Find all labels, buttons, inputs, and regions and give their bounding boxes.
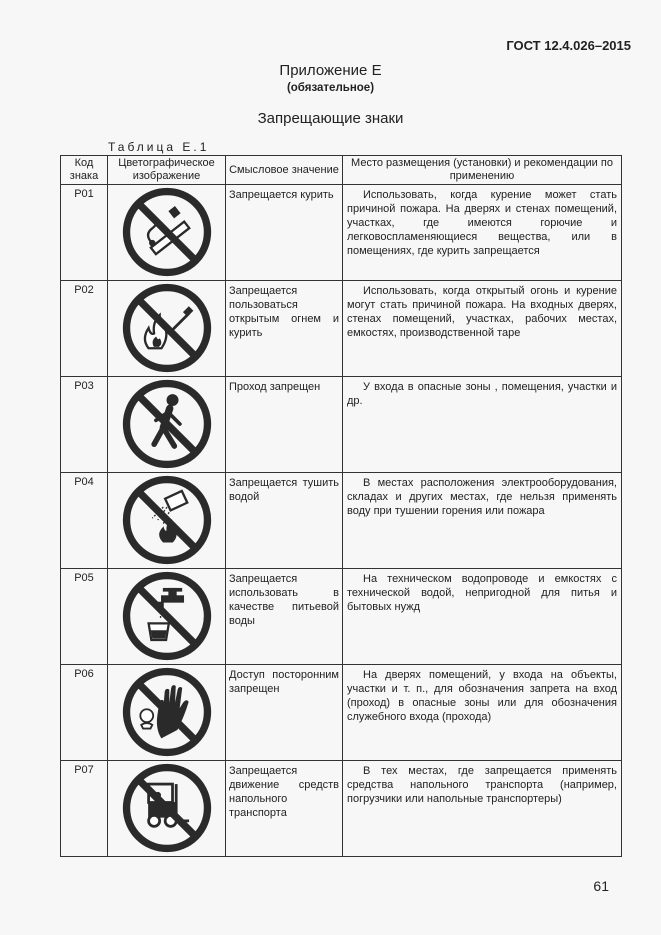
table-row bbox=[61, 281, 622, 377]
sign-placement: На техническом водопроводе и емкостях с технической водой, непригодной для питья и бытовых нужд bbox=[343, 569, 622, 665]
no-open-flame-icon bbox=[121, 282, 213, 374]
no-smoking-icon bbox=[121, 186, 213, 278]
appendix-subtitle: (обязательное) bbox=[286, 82, 375, 94]
no-forklift-icon bbox=[121, 762, 213, 854]
no-thoroughfare-icon bbox=[121, 378, 213, 470]
header-placement: Место размещения (установки) и рекомендации по применению bbox=[343, 156, 622, 185]
sign-code: P01 bbox=[61, 185, 108, 281]
no-unauthorized-access-icon bbox=[121, 666, 213, 758]
sign-meaning: Проход запрещен bbox=[226, 377, 343, 473]
table-row bbox=[61, 569, 622, 665]
sign-meaning: Запрещается тушить водой bbox=[226, 473, 343, 569]
standard-code: ГОСТ 12.4.026–2015 bbox=[506, 38, 631, 53]
sign-placement: Использовать, когда открытый огонь и курение могут стать причиной пожара. На входных дверях, стенах помещений, участках, рабочих местах, емкостях, производственной таре bbox=[343, 281, 622, 377]
sign-placement: У входа в опасные зоны , помещения, участки и др. bbox=[343, 377, 622, 473]
header-meaning: Смысловое значение bbox=[226, 156, 343, 185]
sign-code: P02 bbox=[61, 281, 108, 377]
table-row bbox=[61, 473, 622, 569]
sign-code: P05 bbox=[61, 569, 108, 665]
header-image: Цветографическое изображение bbox=[108, 156, 226, 185]
sign-placement: Использовать, когда курение может стать причиной пожара. На дверях и стенах помещений, участках, где имеются горючие и легковоспламеняющиеся вещества, или в помещениях, где курить запрещается bbox=[343, 185, 622, 281]
table-header-row bbox=[61, 156, 622, 185]
sign-meaning: Запрещается движение средств напольного транспорта bbox=[226, 761, 343, 857]
sign-code: P06 bbox=[61, 665, 108, 761]
sign-meaning: Запрещается использовать в качестве питьевой воды bbox=[226, 569, 343, 665]
section-title: Запрещающие знаки bbox=[257, 110, 404, 127]
sign-code: P07 bbox=[61, 761, 108, 857]
table-row bbox=[61, 665, 622, 761]
table-caption: Таблица Е.1 bbox=[108, 140, 210, 154]
sign-placement: В местах расположения электрооборудования, складах и других местах, где нельзя применять воду при тушении горения или пожара bbox=[343, 473, 622, 569]
sign-meaning: Запрещается пользоваться открытым огнем и курить bbox=[226, 281, 343, 377]
sign-placement: На дверях помещений, у входа на объекты, участки и т. п., для обозначения запрета на вход (проход) в опасные зоны или для обозначения служебного входа (прохода) bbox=[343, 665, 622, 761]
sign-meaning: Доступ посторонним запрещен bbox=[226, 665, 343, 761]
sign-code: P04 bbox=[61, 473, 108, 569]
sign-placement: В тех местах, где запрещается применять средства напольного транспорта (например, погрузчики или напольные транспортеры) bbox=[343, 761, 622, 857]
table-row bbox=[61, 377, 622, 473]
appendix-title: Приложение Е bbox=[279, 62, 382, 79]
page-number: 61 bbox=[593, 878, 609, 894]
sign-code: P03 bbox=[61, 377, 108, 473]
no-drinking-water-icon bbox=[121, 570, 213, 662]
table-row bbox=[61, 185, 622, 281]
no-water-extinguishing-icon bbox=[121, 474, 213, 566]
table-row bbox=[61, 761, 622, 857]
prohibition-signs-table bbox=[60, 155, 622, 857]
sign-meaning: Запрещается курить bbox=[226, 185, 343, 281]
header-code: Код знака bbox=[61, 156, 108, 185]
